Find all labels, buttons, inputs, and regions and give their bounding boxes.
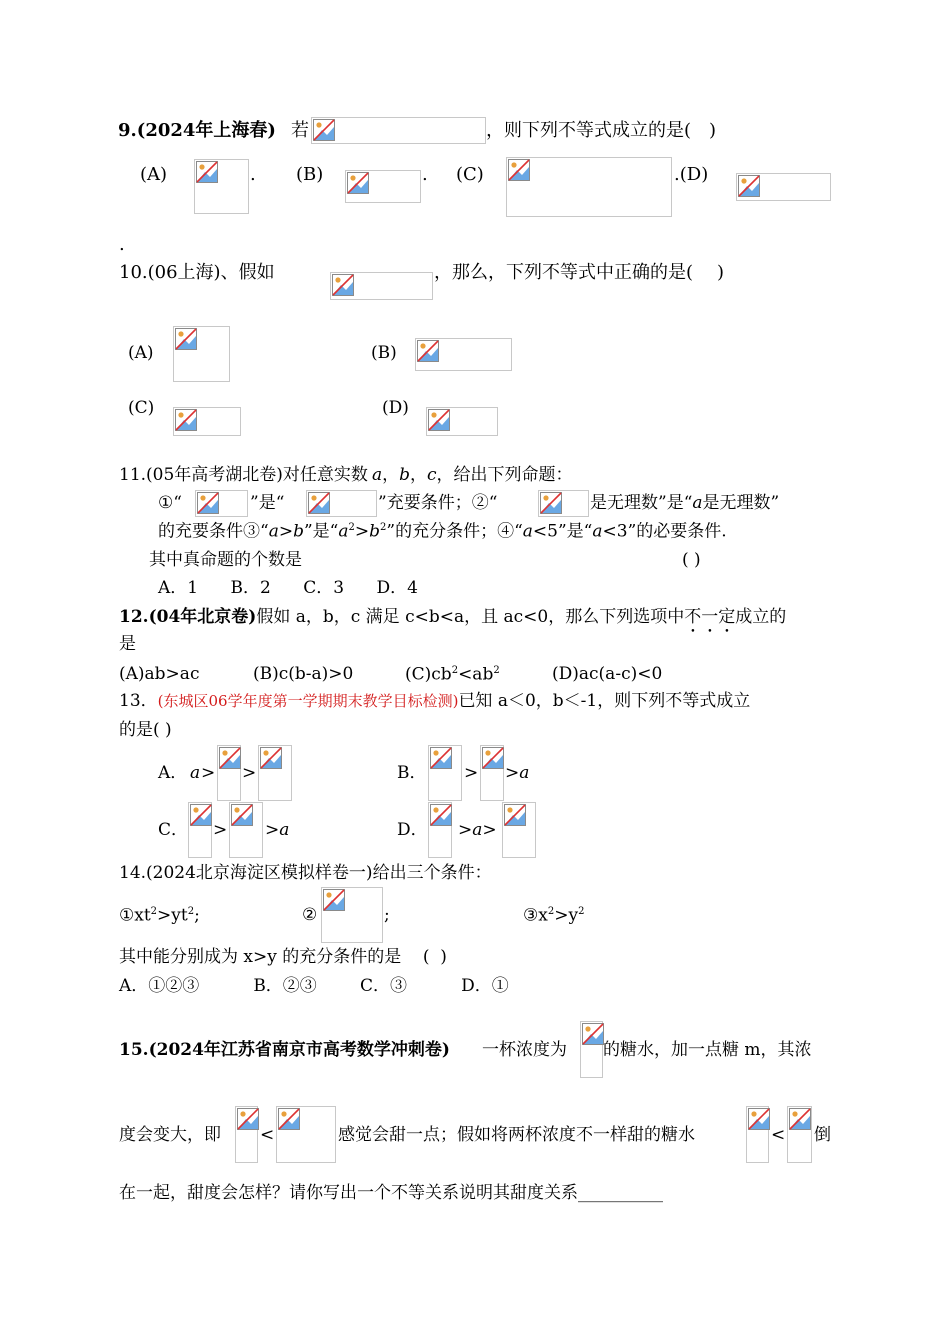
q15-stem-b: 的糖水，加一点糖 m，其浓 bbox=[603, 1040, 812, 1060]
q13-option-a-var: a bbox=[190, 763, 201, 783]
q9-option-d-image bbox=[736, 173, 831, 201]
q13-option-a-gt2: > bbox=[242, 763, 257, 783]
broken-image-icon bbox=[482, 747, 504, 769]
q13-option-b-gt1: > bbox=[464, 763, 479, 783]
q14-condition-3: $③x^2>y^2$ bbox=[523, 905, 585, 926]
broken-image-icon bbox=[260, 747, 282, 769]
q9-option-a-dot: . bbox=[250, 164, 256, 185]
broken-image-icon bbox=[748, 1108, 770, 1130]
q11-line2-d: 是无理数”是“a是无理数” bbox=[590, 493, 780, 513]
q15-line2-a: 度会变大，即 bbox=[119, 1125, 221, 1145]
q11-answer-paren: ( ) bbox=[682, 550, 701, 570]
q10-option-c-image bbox=[173, 407, 241, 436]
broken-image-icon bbox=[430, 747, 452, 769]
broken-image-icon bbox=[308, 492, 330, 514]
q12-option-a: (A)ab>ac bbox=[119, 664, 200, 684]
q11-line3: 的充要条件③“a>b”是“$a^2>b^2$”的充分条件；④“a<5”是“a<3”的必要条件. bbox=[158, 521, 727, 542]
q12-option-d: (D)ac(a-c)<0 bbox=[552, 664, 663, 684]
q10-option-a-label: (A) bbox=[128, 343, 154, 363]
broken-image-icon bbox=[789, 1108, 811, 1130]
q13-option-a-gt1: > bbox=[201, 763, 216, 783]
q15-line3: 在一起，甜度会怎样？请你写出一个不等关系说明其甜度关系__________ bbox=[119, 1183, 663, 1203]
q15-concentration-image bbox=[580, 1021, 603, 1078]
q13-option-b-gta: >a bbox=[505, 763, 530, 783]
q14-question: 其中能分别成为 x>y 的充分条件的是 ( ) bbox=[119, 947, 447, 967]
broken-image-icon bbox=[197, 492, 219, 514]
q11-prop1-image-a bbox=[195, 490, 248, 517]
q12-line2: 是 bbox=[119, 634, 136, 654]
broken-image-icon bbox=[175, 409, 197, 431]
q9-stem-start: 若 bbox=[291, 120, 309, 141]
q13-line2: 的是( ) bbox=[119, 720, 172, 740]
q11-stem: 11.(05年高考湖北卷)对任意实数 a，b，c，给出下列命题： bbox=[119, 465, 573, 485]
q9-option-c-label: (C) bbox=[456, 164, 484, 185]
q13-option-c-label: C． bbox=[158, 820, 189, 840]
q10-option-a-image bbox=[173, 326, 230, 382]
broken-image-icon bbox=[540, 492, 562, 514]
q9-condition-image bbox=[311, 117, 486, 144]
q15-sugar-image-2 bbox=[787, 1106, 812, 1163]
broken-image-icon bbox=[508, 159, 530, 181]
q13-option-a-image2 bbox=[258, 745, 292, 801]
q13-option-b-image2 bbox=[480, 745, 504, 801]
q9-option-a-label: (A) bbox=[140, 164, 168, 185]
q13-option-d-label: D． bbox=[397, 820, 428, 840]
q12-stem: 12.(04年北京卷)假如 a，b，c 满足 c<b<a，且 ac<0，那么下列选项中不一定成立的 bbox=[119, 607, 787, 627]
q11-line2-a: ①“ bbox=[158, 493, 182, 513]
q10-option-d-image bbox=[426, 407, 498, 436]
q15-line2-c: 倒 bbox=[814, 1125, 831, 1145]
broken-image-icon bbox=[347, 172, 369, 194]
q10-condition-image bbox=[330, 272, 433, 300]
q9-option-b-dot: . bbox=[422, 164, 428, 185]
q13-option-d-image2 bbox=[502, 802, 536, 858]
broken-image-icon bbox=[582, 1023, 604, 1045]
broken-image-icon bbox=[504, 804, 526, 826]
q15-lt-1: < bbox=[260, 1125, 275, 1145]
q9-trailing-dot: . bbox=[119, 234, 125, 255]
broken-image-icon bbox=[219, 747, 241, 769]
q14-options: A．①②③ B．②③ C．③ D．① bbox=[119, 976, 509, 996]
q10-option-b-image bbox=[415, 338, 512, 371]
q15-ineq-image-right bbox=[276, 1106, 336, 1163]
q11-line2-c: ”充要条件；②“ bbox=[378, 493, 498, 513]
q14-condition-1: $①xt^2>yt^2$; bbox=[119, 905, 200, 926]
q12-emphasis: 不一定 bbox=[684, 607, 736, 627]
q15-sugar-image-1 bbox=[746, 1106, 769, 1163]
broken-image-icon bbox=[738, 175, 760, 197]
q11-prop1-image-b bbox=[306, 490, 377, 517]
q9-option-b-image bbox=[345, 170, 421, 203]
q9-option-c-image bbox=[506, 157, 672, 217]
q14-condition-2-label: ② bbox=[302, 905, 318, 925]
q15-line2-b: 感觉会甜一点；假如将两杯浓度不一样甜的糖水 bbox=[338, 1125, 695, 1145]
broken-image-icon bbox=[332, 274, 354, 296]
q13-option-c-gt1: > bbox=[213, 820, 228, 840]
q10-stem-start: 10.(06上海)、假如 bbox=[119, 262, 275, 283]
broken-image-icon bbox=[231, 804, 253, 826]
broken-image-icon bbox=[278, 1108, 300, 1130]
q15-stem-a: 一杯浓度为 bbox=[482, 1040, 567, 1060]
q15-lt-2: < bbox=[771, 1125, 786, 1145]
q13-option-a-label: A． bbox=[158, 763, 188, 783]
q9-stem-end: ，则下列不等式成立的是( ) bbox=[486, 120, 717, 141]
q13-option-c-image1 bbox=[188, 802, 212, 858]
broken-image-icon bbox=[428, 409, 450, 431]
q9-option-b-label: (B) bbox=[296, 164, 324, 185]
broken-image-icon bbox=[175, 328, 197, 350]
q13-option-b-label: B． bbox=[397, 763, 427, 783]
q10-stem-end: ，那么，下列不等式中正确的是( ) bbox=[434, 262, 725, 283]
q13-option-a-image1 bbox=[217, 745, 241, 801]
q9-number: 9.(2024年上海春) bbox=[118, 120, 276, 141]
broken-image-icon bbox=[417, 340, 439, 362]
q15-number-source: 15.(2024年江苏省南京市高考数学冲刺卷) bbox=[119, 1040, 450, 1060]
q10-option-c-label: (C) bbox=[128, 398, 155, 418]
broken-image-icon bbox=[237, 1108, 259, 1130]
broken-image-icon bbox=[430, 804, 452, 826]
q13-source: (东城区06学年度第一学期期末教学目标检测) bbox=[157, 692, 459, 710]
q13-option-c-gta: >a bbox=[265, 820, 290, 840]
q13-option-d-gta: >a> bbox=[458, 820, 497, 840]
q12-option-b: (B)c(b-a)>0 bbox=[253, 664, 354, 684]
q15-answer-blank: __________ bbox=[578, 1183, 663, 1203]
q13-stem: 13．(东城区06学年度第一学期期末教学目标检测)已知 a＜0，b＜-1，则下列不等式成立 bbox=[119, 691, 751, 711]
q13-option-d-image1 bbox=[428, 802, 452, 858]
q14-condition-2-semicolon: ; bbox=[384, 905, 390, 925]
q15-ineq-image-left bbox=[235, 1106, 258, 1163]
q11-prop2-image bbox=[538, 490, 589, 517]
broken-image-icon bbox=[323, 889, 345, 911]
q11-line2-b: ”是“ bbox=[250, 493, 285, 513]
q10-option-b-label: (B) bbox=[371, 343, 397, 363]
q9-option-d-label: .(D) bbox=[674, 164, 709, 185]
q11-line4: 其中真命题的个数是 bbox=[149, 550, 302, 570]
q13-option-b-image1 bbox=[428, 745, 462, 801]
q14-condition-2-image bbox=[321, 887, 383, 943]
q12-option-c: $(C)cb^2<ab^2$ bbox=[405, 664, 500, 685]
q14-stem: 14.(2024北京海淀区模拟样卷一)给出三个条件： bbox=[119, 863, 492, 883]
q13-option-c-image2 bbox=[229, 802, 263, 858]
broken-image-icon bbox=[196, 161, 218, 183]
q10-option-d-label: (D) bbox=[382, 398, 409, 418]
broken-image-icon bbox=[313, 119, 335, 141]
q9-option-a-image bbox=[194, 159, 249, 214]
q11-options: A．1 B．2 C．3 D．4 bbox=[158, 578, 418, 598]
broken-image-icon bbox=[190, 804, 212, 826]
